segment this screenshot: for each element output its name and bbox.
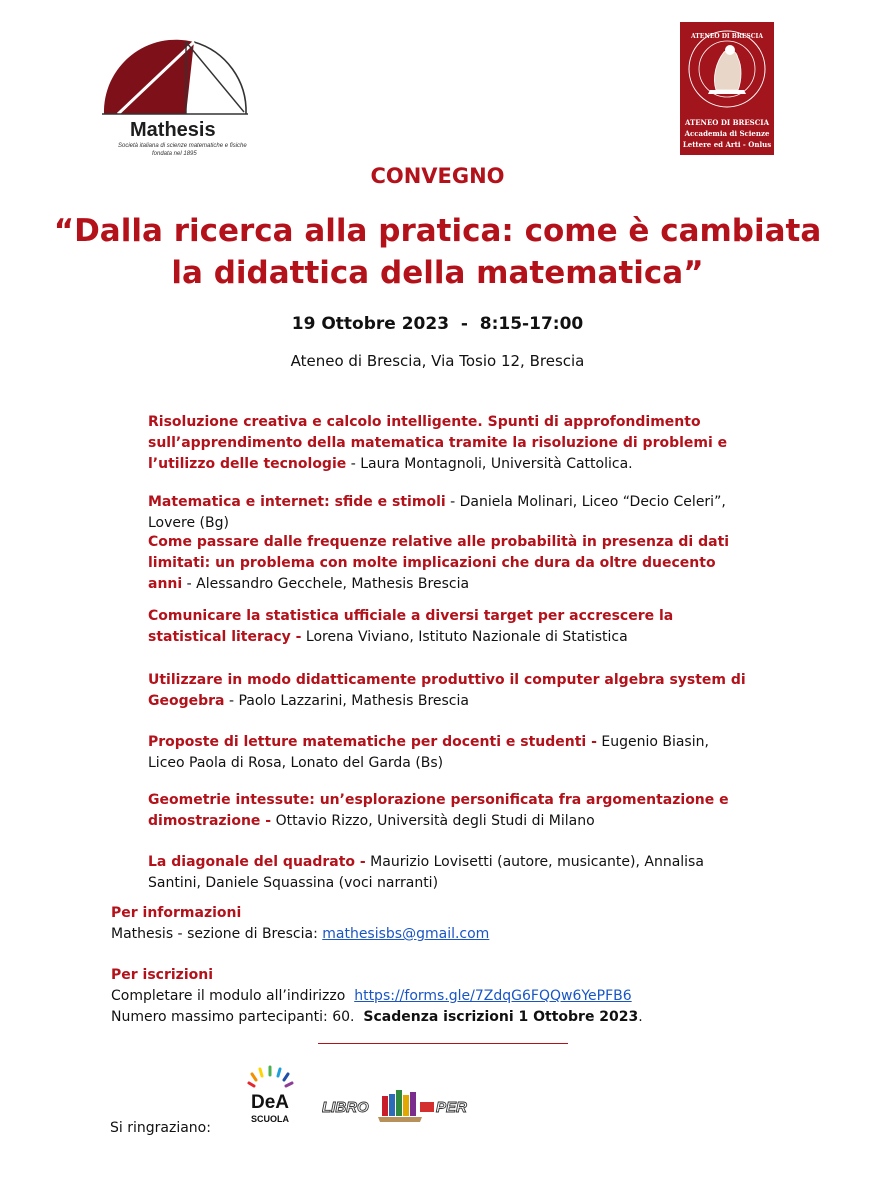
- event-title-line-2: la didattica della matematica”: [171, 255, 704, 291]
- info-text: Mathesis - sezione di Brescia:: [111, 926, 323, 942]
- registration-heading: Per iscrizioni: [111, 967, 213, 983]
- talk-speaker: Eugenio Biasin, Liceo Paola di Rosa, Lonato del Garda (Bs): [148, 734, 709, 771]
- talk-title: Risoluzione creativa e calcolo intelligente. Spunti di approfondimento sull’apprendimento della matematica tramite la risoluzione di problemi e l’utilizzo delle tecnologie: [148, 414, 728, 472]
- talk-item: [148, 412, 748, 475]
- svg-text:DeA: DeA: [250, 1092, 290, 1113]
- talk-speaker: Maurizio Lovisetti (autore, musicante), Annalisa Santini, Daniele Squassina (voci narranti): [148, 854, 704, 891]
- dea-scuola-logo: [246, 1062, 298, 1128]
- libro-per-logo: [322, 1086, 472, 1126]
- email-link[interactable]: mathesisbs@gmail.com: [322, 926, 490, 942]
- talk-title: La diagonale del quadrato -: [148, 854, 366, 870]
- event-kicker: CONVEGNO: [370, 164, 505, 188]
- talk-speaker: - Paolo Lazzarini, Mathesis Brescia: [224, 693, 469, 709]
- talk-speaker: Ottavio Rizzo, Università degli Studi di Milano: [271, 813, 595, 829]
- svg-text:ATENEO DI BRESCIA: ATENEO DI BRESCIA: [690, 33, 764, 40]
- talk-item: [148, 852, 748, 894]
- talk-speaker: - Laura Montagnoli, Università Cattolica.: [346, 456, 633, 472]
- talk-speaker: - Alessandro Gecchele, Mathesis Brescia: [182, 576, 470, 592]
- info-heading: Per informazioni: [111, 905, 242, 921]
- event-title-line-1: “Dalla ricerca alla pratica: come è cambiata: [53, 213, 822, 249]
- talk-title: Come passare dalle frequenze relative alle probabilità in presenza di dati limitati: un problema con molte implicazioni che dura da oltre duecento anni: [148, 534, 730, 592]
- talk-title: Geometrie intessute: un’esplorazione personificata fra argomentazione e dimostrazione -: [148, 792, 729, 829]
- talk-title: Matematica e internet: sfide e stimoli: [148, 494, 446, 510]
- svg-text:LIBRO: LIBRO: [322, 1099, 369, 1116]
- divider: [318, 1043, 568, 1044]
- talk-title: Proposte di letture matematiche per docenti e studenti -: [148, 734, 597, 750]
- talk-speaker: Lorena Viviano, Istituto Nazionale di Statistica: [301, 629, 628, 645]
- thanks-label: Si ringraziano:: [110, 1120, 211, 1136]
- svg-text:PER: PER: [436, 1099, 467, 1116]
- svg-text:fondata nel 1895: fondata nel 1895: [152, 151, 197, 157]
- mathesis-name: Mathesis: [130, 119, 216, 141]
- ateneo-logo: ATENEO DI BRESCIA ATENEO DI BRESCIA Accademia di Scienze Lettere ed Arti - Onlus: [680, 22, 774, 155]
- talk-item: [148, 790, 748, 832]
- talk-item: [148, 732, 748, 774]
- registration-text: Completare il modulo all’indirizzo: [111, 988, 355, 1004]
- talk-item: [148, 670, 748, 712]
- talk-title: Comunicare la statistica ufficiale a diversi target per accrescere la statistical literacy -: [148, 608, 674, 645]
- info-section: [111, 903, 811, 945]
- talk-item: [148, 606, 748, 648]
- registration-section: Per iscrizioni Completare il modulo all’indirizzo https://forms.gle/7ZdqG6FQQw6YePFB6 Numero massimo partecipanti: 60. Scadenza iscrizioni 1 Ottobre 2023.: [111, 965, 811, 1028]
- event-venue: Ateneo di Brescia, Via Tosio 12, Brescia: [290, 352, 585, 370]
- talk-item: [148, 532, 748, 595]
- talk-speaker: - Daniela Molinari, Liceo “Decio Celeri”, Lovere (Bg): [148, 494, 726, 531]
- max-participants-text: Numero massimo partecipanti: 60.: [111, 1009, 364, 1025]
- registration-form-link[interactable]: https://forms.gle/7ZdqG6FQQw6YePFB6: [354, 988, 632, 1004]
- mathesis-logo: [98, 36, 248, 181]
- registration-deadline: Scadenza iscrizioni 1 Ottobre 2023: [363, 1009, 639, 1025]
- talk-item: [148, 492, 748, 534]
- event-date: 19 Ottobre 2023 - 8:15-17:00: [291, 314, 584, 334]
- svg-text:SCUOLA: SCUOLA: [251, 1114, 289, 1124]
- talk-title: Utilizzare in modo didatticamente produttivo il computer algebra system di Geogebra: [148, 672, 746, 709]
- svg-text:Società italiana di scienze ma: Società italiana di scienze matematiche e fisiche: [118, 143, 247, 149]
